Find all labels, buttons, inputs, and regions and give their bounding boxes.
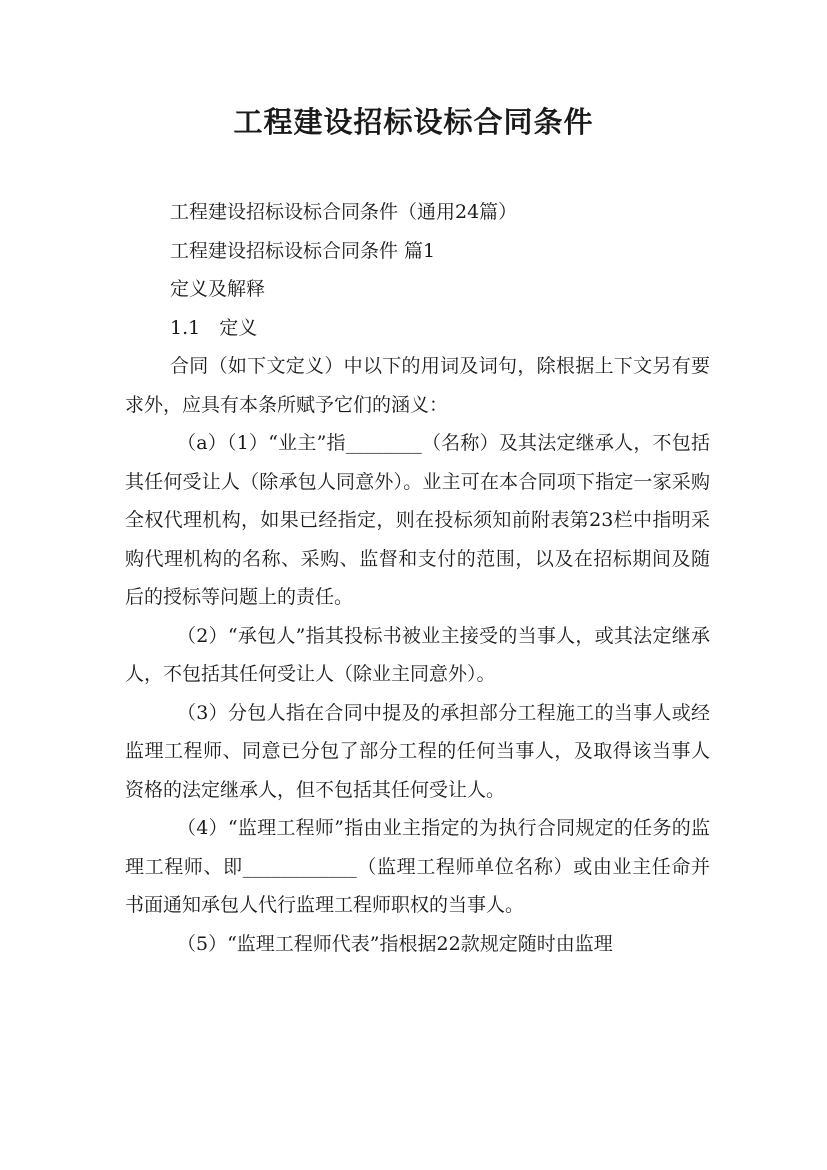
paragraph-clause-a1: （a）（1）“业主”指________（名称）及其法定继承人，不包括其任何受让人（除承包人同意外）。业主可在本合同项下指定一家采购全权代理机构，如果已经指定，则在投标须知前附表第23栏中指明采购代理机构的名称、采购、监督和支付的范围，以及在招标期间及随后的授标等问题上的责任。 (125, 432, 710, 608)
paragraph-clause-3: （3）分包人指在合同中提及的承担部分工程施工的当事人或经监理工程师、同意已分包了部分工程的任何当事人，及取得该当事人资格的法定继承人，但不包括其任何受让人。 (125, 701, 710, 801)
paragraph-subtitle: 工程建设招标设标合同条件（通用24篇） (170, 201, 518, 223)
document-title: 工程建设招标设标合同条件 (233, 105, 594, 139)
paragraph-clause-4: （4）“监理工程师”指由业主指定的为执行合同规定的任务的监理工程师、即____________（监理工程师单位名称）或由业主任命并书面通知承包人代行监理工程师职权的当事人。 (125, 817, 710, 916)
paragraph-section-heading: 定义及解释 (170, 278, 266, 300)
paragraph-clause-2: （2）“承包人”指其投标书被业主接受的当事人，或其法定继承人，不包括其任何受让人（除业主同意外）。 (125, 624, 710, 685)
paragraph-definition-intro: 合同（如下文定义）中以下的用词及词句，除根据上下文另有要求外，应具有本条所赋予它们的涵义： (125, 355, 710, 416)
paragraph-clause-number: 1.1 定义 (170, 316, 258, 339)
document-body (125, 193, 710, 963)
paragraph-chapter-heading: 工程建设招标设标合同条件 篇1 (170, 239, 436, 262)
paragraph-clause-5: （5）“监理工程师代表”指根据22款规定随时由监理 (177, 932, 613, 955)
